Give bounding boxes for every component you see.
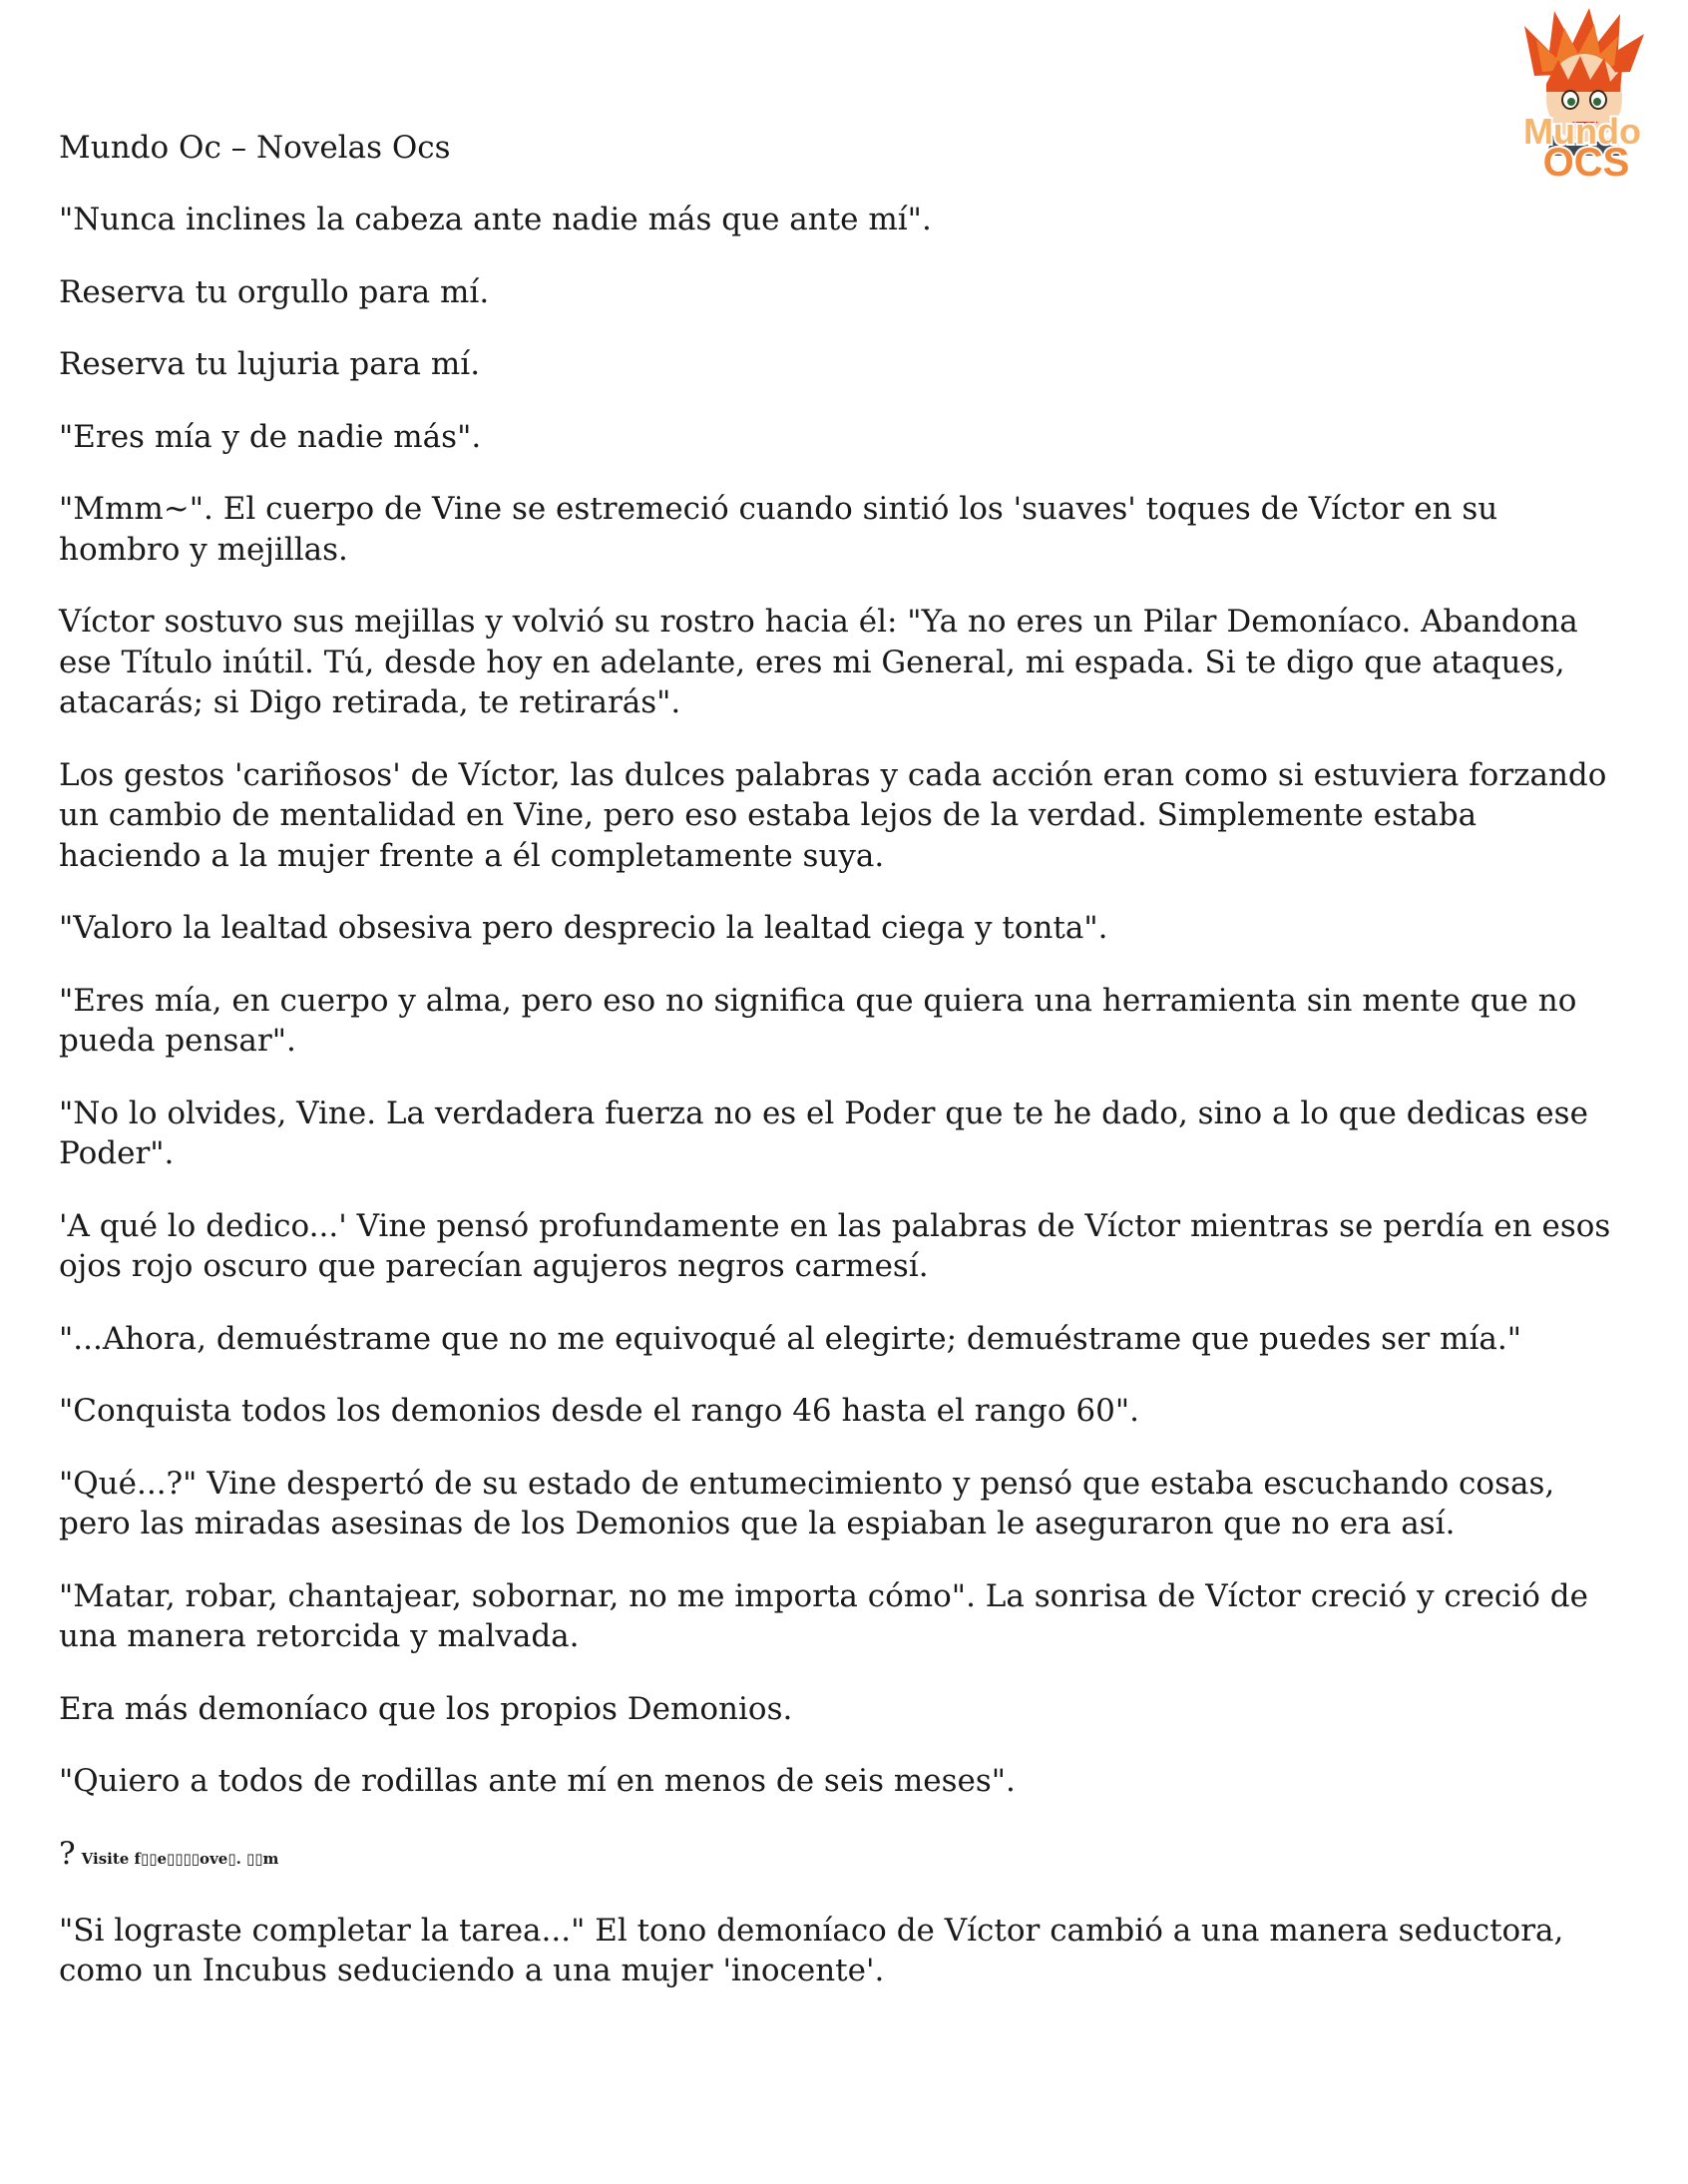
document-header: Mundo Oc – Novelas Ocs bbox=[59, 130, 451, 166]
watermark-line bbox=[59, 1834, 1625, 1879]
paragraph: "Mmm~". El cuerpo de Vine se estremeció cuando sintió los 'suaves' toques de Víctor en su hombro y mejillas. bbox=[59, 491, 1498, 568]
paragraph: Era más demoníaco que los propios Demonios. bbox=[59, 1690, 793, 1727]
paragraph: Víctor sostuvo sus mejillas y volvió su rostro hacia él: "Ya no eres un Pilar Demoníaco. Abandona ese Título inútil. Tú, desde hoy en adelante, eres mi General, mi espada. Si te digo que ataques, atacarás; si Digo retirada, te retirarás". bbox=[59, 604, 1578, 720]
paragraph: 'A qué lo dedico...' Vine pensó profundamente en las palabras de Víctor mientras se perdía en esos ojos rojo oscuro que parecían agujeros negros carmesí. bbox=[59, 1207, 1611, 1284]
paragraph: "Valoro la lealtad obsesiva pero desprecio la lealtad ciega y tonta". bbox=[59, 910, 1108, 946]
paragraph: "Nunca inclines la cabeza ante nadie más que ante mí". bbox=[59, 202, 932, 237]
paragraph: "...Ahora, demuéstrame que no me equivoqué al elegirte; demuéstrame que puedes ser mía." bbox=[59, 1320, 1521, 1357]
document-body bbox=[59, 128, 1625, 2023]
paragraph: "Eres mía, en cuerpo y alma, pero eso no significa que quiera una herramienta sin mente que no pueda pensar". bbox=[59, 982, 1577, 1059]
paragraph: "Quiero a todos de rodillas ante mí en menos de seis meses". bbox=[59, 1763, 1016, 1799]
paragraph: Los gestos 'cariñosos' de Víctor, las dulces palabras y cada acción eran como si estuviera forzando un cambio de mentalidad en Vine, pero eso estaba lejos de la verdad. Simplemente estaba haciendo a la mujer frente a él completamente suya. bbox=[59, 756, 1607, 874]
watermark-text: Visite f▯▯e▯▯▯▯ove▯. ▯▯m bbox=[81, 1849, 279, 1868]
paragraph: "Matar, robar, chantajear, sobornar, no me importa cómo". La sonrisa de Víctor creció y creció de una manera retorcida y malvada. bbox=[59, 1577, 1588, 1654]
paragraph: Reserva tu orgullo para mí. bbox=[59, 273, 490, 310]
logo-text-ocs: OCS bbox=[1542, 141, 1630, 184]
paragraph: "Conquista todos los demonios desde el rango 46 hasta el rango 60". bbox=[59, 1393, 1139, 1429]
paragraph: Reserva tu lujuria para mí. bbox=[59, 346, 481, 382]
paragraph: "No lo olvides, Vine. La verdadera fuerza no es el Poder que te he dado, sino a lo que dedicas ese Poder". bbox=[59, 1094, 1588, 1171]
paragraph: "Si lograste completar la tarea..." El tono demoníaco de Víctor cambió a una manera seductora, como un Incubus seduciendo a una mujer 'inocente'. bbox=[59, 1912, 1564, 1988]
paragraph: "Eres mía y de nadie más". bbox=[59, 418, 482, 455]
logo-text-mundo: Mundo bbox=[1523, 111, 1641, 152]
paragraph: "Qué...?" Vine despertó de su estado de entumecimiento y pensó que estaba escuchando cosas, pero las miradas asesinas de los Demonios que la espiaban le aseguraron que no era así. bbox=[59, 1465, 1555, 1541]
watermark-mark: ? bbox=[59, 1835, 76, 1872]
